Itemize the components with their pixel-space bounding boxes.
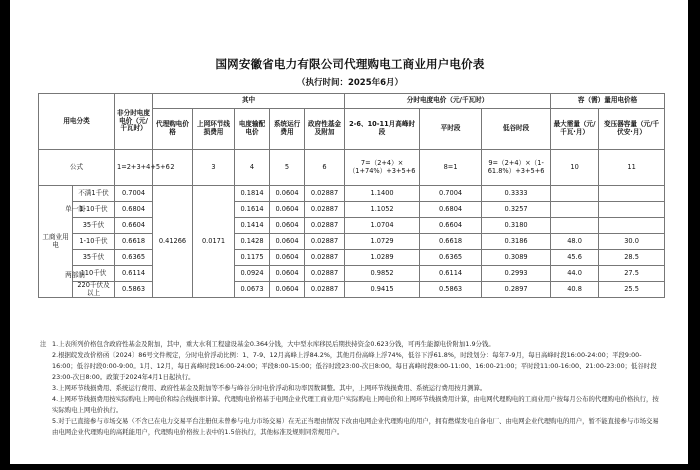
voltage-cell: 220千伏及以上 <box>73 282 115 298</box>
peak-cell: 1.0704 <box>345 218 420 234</box>
header-system-ops: 系统运行费用 <box>270 109 305 150</box>
flat-cell: 0.6804 <box>420 202 482 218</box>
formula-c6: 6 <box>305 150 345 186</box>
header-flat: 平时段 <box>420 109 482 150</box>
header-proxy-purchase: 代理购电价格 <box>153 109 193 150</box>
system-ops-cell: 0.0604 <box>270 218 305 234</box>
two-part-label: 两部制 <box>65 271 85 279</box>
non-tou-cell: 0.5863 <box>115 282 153 298</box>
capacity-cell <box>599 218 665 234</box>
voltage-cell: 35千伏 <box>73 218 115 234</box>
peak-cell: 1.1052 <box>345 202 420 218</box>
table-row <box>39 282 665 298</box>
valley-cell: 0.3180 <box>482 218 551 234</box>
notes-section <box>40 339 664 438</box>
transmission-cell: 0.1814 <box>235 186 270 202</box>
transmission-cell: 0.1414 <box>235 218 270 234</box>
transmission-cell: 0.0924 <box>235 266 270 282</box>
system-ops-cell: 0.0604 <box>270 282 305 298</box>
peak-cell: 0.9415 <box>345 282 420 298</box>
single-part-label: 单一制 <box>65 205 85 213</box>
gov-fund-cell: 0.02887 <box>305 234 345 250</box>
formula-c3: 3 <box>193 150 235 186</box>
max-demand-cell <box>551 218 599 234</box>
flat-cell: 0.6604 <box>420 218 482 234</box>
valley-cell: 0.3333 <box>482 186 551 202</box>
header-max-demand: 最大需量（元/千瓦·月） <box>551 109 599 150</box>
capacity-cell: 30.0 <box>599 234 665 250</box>
max-demand-cell: 48.0 <box>551 234 599 250</box>
price-table <box>38 93 665 298</box>
capacity-cell: 27.5 <box>599 266 665 282</box>
system-ops-cell: 0.0604 <box>270 266 305 282</box>
peak-cell: 1.1400 <box>345 186 420 202</box>
valley-cell: 0.3089 <box>482 250 551 266</box>
formula-c10: 10 <box>551 150 599 186</box>
valley-cell: 0.3186 <box>482 234 551 250</box>
header-valley: 低谷时段 <box>482 109 551 150</box>
transmission-cell: 0.1614 <box>235 202 270 218</box>
note-item: 4.上网环节线损费用按实际购电上网电价和综合线损率计算。代理购电价格基于电网企业代理工商业用户实际购电上网电价和上网环节线损费用计算，由电网代理购电的工商业用户按每月公布的代理购电价格执行，按实际购电上网电价执行。 <box>52 395 659 414</box>
header-category: 用电分类 <box>39 94 115 150</box>
header-peak: 2-6、10-11月高峰时段 <box>345 109 420 150</box>
gov-fund-cell: 0.02887 <box>305 202 345 218</box>
header-non-tou-price: 非分时电度电价（元/千瓦时） <box>115 94 153 150</box>
formula-valley: 9=（2+4）×（1-61.8%）+3+5+6 <box>482 150 551 186</box>
table-row <box>39 250 665 266</box>
non-tou-cell: 0.6604 <box>115 218 153 234</box>
system-ops-cell: 0.0604 <box>270 234 305 250</box>
capacity-cell <box>599 202 665 218</box>
document-subtitle: （执行时间：2025年6月） <box>296 78 404 88</box>
network-loss-cell: 0.0171 <box>193 186 235 298</box>
valley-cell: 0.2993 <box>482 266 551 282</box>
non-tou-cell: 0.6618 <box>115 234 153 250</box>
header-gov-fund: 政府性基金及附加 <box>305 109 345 150</box>
transmission-cell: 0.1428 <box>235 234 270 250</box>
formula-c5: 5 <box>270 150 305 186</box>
gov-fund-cell: 0.02887 <box>305 250 345 266</box>
formula-c4: 4 <box>235 150 270 186</box>
flat-cell: 0.6618 <box>420 234 482 250</box>
valley-cell: 0.2897 <box>482 282 551 298</box>
header-transmission: 电度输配电价 <box>235 109 270 150</box>
max-demand-cell <box>551 202 599 218</box>
note-item: 2.根据皖发改价格函〔2024〕86号文件规定，分时电价浮动比例：1、7-9、12月高峰上浮84.2%，其他月份高峰上浮74%，低谷下浮61.8%，时段划分：每年7-9月，每日高峰时段16:00-24:00；平段9:00-16:00；低谷时段0:00-9:00。1月、12月，每日高峰时段16:00-24:00；平段8:00-15:00；低谷时段23:00-次日8:00。每日高峰时段8:00-11:00、16:00-21:00；平时段11:00-16:00、21:00-23:00；低谷时段23:00-次日8:00。政策于2024年4月1日起执行。 <box>52 351 657 381</box>
peak-cell: 0.9852 <box>345 266 420 282</box>
capacity-cell: 25.5 <box>599 282 665 298</box>
bottom-frame-border <box>0 464 700 470</box>
valley-cell: 0.3257 <box>482 202 551 218</box>
non-tou-cell: 0.6365 <box>115 250 153 266</box>
header-transformer-capacity: 变压器容量（元/千伏安·月） <box>599 109 665 150</box>
voltage-cell: 1-10千伏 <box>73 234 115 250</box>
flat-cell: 0.5863 <box>420 282 482 298</box>
voltage-cell: 35千伏 <box>73 250 115 266</box>
table-row <box>39 234 665 250</box>
header-tou: 分时电度电价（元/千瓦时） <box>345 94 551 109</box>
gov-fund-cell: 0.02887 <box>305 282 345 298</box>
non-tou-cell: 0.7004 <box>115 186 153 202</box>
voltage-cell: 110千伏 <box>73 266 115 282</box>
header-row-1 <box>39 94 665 109</box>
formula-non-tou: 1=2+3+4+5+6 <box>115 150 153 186</box>
notes-label: 注 <box>40 340 47 348</box>
formula-label: 公式 <box>39 150 115 186</box>
max-demand-cell: 44.0 <box>551 266 599 282</box>
transmission-cell: 0.0673 <box>235 282 270 298</box>
transmission-cell: 0.1175 <box>235 250 270 266</box>
voltage-cell: 不满1千伏 <box>73 186 115 202</box>
system-ops-cell: 0.0604 <box>270 186 305 202</box>
table-row <box>39 186 665 202</box>
category-cell: 工商业用电 <box>39 186 73 298</box>
non-tou-cell: 0.6114 <box>115 266 153 282</box>
flat-cell: 0.6114 <box>420 266 482 282</box>
table-row <box>39 266 665 282</box>
non-tou-cell: 0.6804 <box>115 202 153 218</box>
max-demand-cell: 45.6 <box>551 250 599 266</box>
flat-cell: 0.6365 <box>420 250 482 266</box>
header-network-loss: 上网环节线损费用 <box>193 109 235 150</box>
note-item: 注 1.上表所列价格包含政府性基金及附加，其中，重大水利工程建设基金0.364分钱，大中型水库移民后期扶持资金0.623分钱，可再生能源电价附加1.9分钱。 <box>40 340 495 348</box>
formula-c11: 11 <box>599 150 665 186</box>
document-title: 国网安徽省电力有限公司代理购电工商业用户电价表 <box>215 57 485 71</box>
table-row <box>39 202 665 218</box>
formula-flat: 8=1 <box>420 150 482 186</box>
capacity-cell <box>599 186 665 202</box>
flat-cell: 0.7004 <box>420 186 482 202</box>
proxy-price-cell: 0.41266 <box>153 186 193 298</box>
max-demand-cell: 40.8 <box>551 282 599 298</box>
capacity-cell: 28.5 <box>599 250 665 266</box>
voltage-cell: 1-10千伏 <box>73 202 115 218</box>
formula-peak: 7=（2+4）×（1+74%）+3+5+6 <box>345 150 420 186</box>
peak-cell: 1.0729 <box>345 234 420 250</box>
formula-row <box>39 150 665 186</box>
gov-fund-cell: 0.02887 <box>305 266 345 282</box>
system-ops-cell: 0.0604 <box>270 250 305 266</box>
note-item: 3.上网环节线损费用、系统运行费用、政府性基金及附加等不参与峰谷分时电价浮动和功率因数调整。其中，上网环节线损费用、系统运行费用按月测算。 <box>52 384 487 392</box>
header-capacity: 容（需）量用电价格 <box>551 94 665 109</box>
system-ops-cell: 0.0604 <box>270 202 305 218</box>
max-demand-cell <box>551 186 599 202</box>
gov-fund-cell: 0.02887 <box>305 186 345 202</box>
table-row <box>39 218 665 234</box>
gov-fund-cell: 0.02887 <box>305 218 345 234</box>
peak-cell: 1.0289 <box>345 250 420 266</box>
header-among: 其中 <box>153 94 345 109</box>
note-item: 5.对于已直接参与市场交易（不含已在电力交易平台注册但未曾参与电力市场交易）在无正当理由情况下改由电网企业代理购电的用户，拥有燃煤发电自备电厂、由电网企业代理购电的用户，暂不能直接参与市场交易由电网企业代理购电的高耗能用户，代理购电价格按上表中的1.5倍执行，其他标准及规则同常规用户。 <box>52 417 659 436</box>
formula-c2: 2 <box>153 150 193 186</box>
